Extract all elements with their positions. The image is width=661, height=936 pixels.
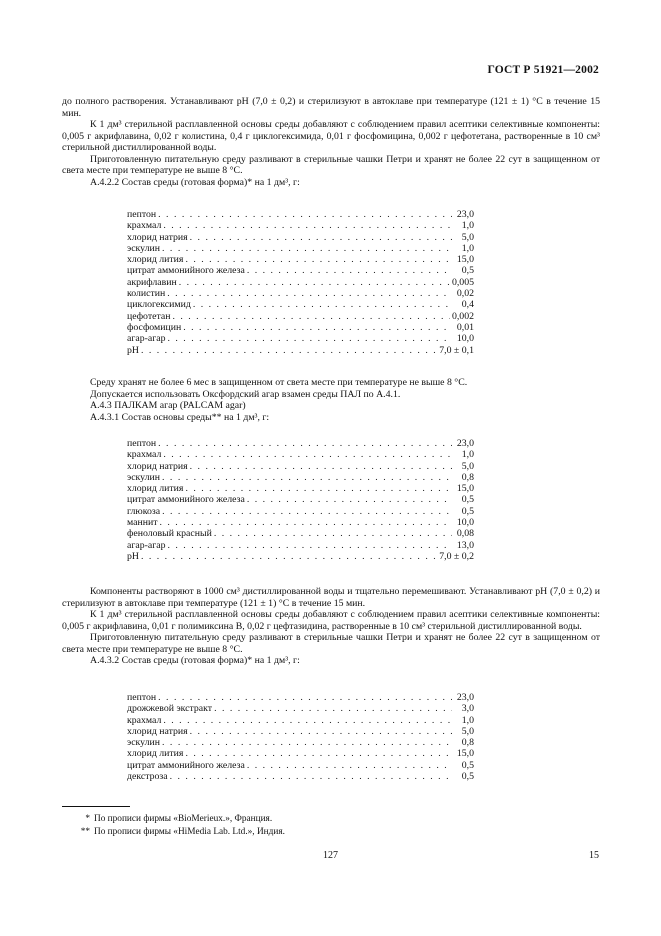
list-item — [127, 692, 474, 703]
ingredient-value: 13,0 — [456, 539, 474, 551]
ingredient-value: 1,0 — [461, 449, 474, 461]
paragraph: Приготовленную питательную среду разливают в стерильные чашки Петри и хранят не более 22 сут в защищенном от света месте при температуре не выше 8 °С. — [62, 153, 600, 176]
ingredient-value: 15,0 — [456, 254, 474, 266]
list-item — [127, 703, 474, 714]
list-item — [127, 540, 474, 551]
list-item — [127, 277, 474, 288]
ingredient-name: pH — [127, 344, 139, 356]
ingredient-value: 0,5 — [461, 771, 474, 783]
list-item — [127, 288, 474, 299]
paragraph: К 1 дм³ стерильной расплавленной основы среды добавляют с соблюдением правил асептики селективные компоненты: 0,005 г акрифлавина, 0,02 г колистина, 0,4 г циклогексимида, 0,01 г фосфомицина, 0,002 г цефотетана, растворенные в 10 см³ стерильной дистиллированной воды. — [62, 119, 600, 153]
ingredient-name: хлорид лития — [127, 748, 184, 760]
ingredient-name: эскулин — [127, 737, 161, 749]
ingredient-value: 23,0 — [456, 692, 474, 703]
list-item — [127, 517, 474, 528]
ingredient-name: декстроза — [127, 771, 168, 783]
ingredient-value: 0,08 — [456, 528, 474, 540]
list-item — [127, 461, 474, 472]
list-item — [127, 311, 474, 322]
ingredient-value: 7,0 ± 0,2 — [439, 550, 474, 562]
ingredient-value: 0,8 — [461, 737, 474, 749]
ingredient-name: крахмал — [127, 220, 162, 232]
footnote-text: По прописи фирмы «HiMedia Lab. Ltd.», Индия. — [94, 827, 285, 837]
ingredient-value: 0,5 — [461, 494, 474, 506]
ingredient-value: 15,0 — [456, 483, 474, 495]
list-item — [127, 715, 474, 726]
section-heading: А.4.3.1 Состав основы среды** на 1 дм³, г: — [90, 411, 270, 423]
ingredient-value: 0,5 — [461, 759, 474, 771]
ingredient-name: пептон — [127, 692, 157, 703]
ingredient-name: крахмал — [127, 449, 162, 461]
ingredient-value: 0,005 — [451, 276, 474, 288]
list-item — [127, 528, 474, 539]
list-item — [127, 506, 474, 517]
ingredient-name: цитрат аммонийного железа — [127, 494, 245, 506]
ingredient-name: маннит — [127, 517, 158, 529]
ingredient-value: 0,4 — [461, 299, 474, 311]
ingredient-name: агар-агар — [127, 333, 166, 345]
ingredient-value: 0,5 — [461, 505, 474, 517]
list-item — [127, 345, 474, 356]
ingredient-name: эскулин — [127, 471, 161, 483]
ingredient-value: 0,8 — [461, 471, 474, 483]
ingredient-value: 10,0 — [456, 517, 474, 529]
ingredient-value: 7,0 ± 0,1 — [439, 344, 474, 356]
text-block-3 — [62, 586, 600, 667]
standard-header: ГОСТ Р 51921—2002 — [487, 64, 599, 76]
ingredient-value: 1,0 — [461, 242, 474, 254]
list-item — [127, 265, 474, 276]
ingredient-name: цефотетан — [127, 310, 171, 322]
ingredient-value: 3,0 — [461, 703, 474, 715]
section-heading: А.4.3.2 Состав среды (готовая форма)* на 1 дм³, г: — [90, 655, 300, 666]
ingredient-name: эскулин — [127, 242, 161, 254]
list-item — [127, 726, 474, 737]
ingredient-value: 5,0 — [461, 460, 474, 472]
ingredient-name: хлорид натрия — [127, 231, 188, 243]
ingredient-value: 15,0 — [456, 748, 474, 760]
list-item — [127, 243, 474, 254]
paragraph: Среду хранят не более 6 мес в защищенном от света месте при температуре не выше 8 °С. — [90, 377, 468, 388]
list-item — [127, 220, 474, 231]
ingredient-name: хлорид натрия — [127, 460, 188, 472]
ingredient-value: 0,002 — [451, 310, 474, 322]
section-heading: А.4.2.2 Состав среды (готовая форма)* на 1 дм³, г: — [90, 176, 300, 188]
list-item — [127, 551, 474, 562]
ingredient-name: цитрат аммонийного железа — [127, 265, 245, 277]
ingredient-name: феноловый красный — [127, 528, 212, 540]
page-number-center: 127 — [323, 850, 338, 861]
text-block-1 — [62, 96, 600, 188]
ingredient-name: циклогексимид — [127, 299, 191, 311]
composition-list-3 — [127, 692, 474, 782]
ingredient-name: хлорид натрия — [127, 725, 188, 737]
ingredient-name: глюкоза — [127, 505, 161, 517]
text-block-2 — [62, 377, 600, 423]
ingredient-name: хлорид лития — [127, 254, 184, 266]
section-heading: А.4.3 ПАЛКАМ агар (PALCAM agar) — [90, 400, 246, 411]
list-item — [127, 254, 474, 265]
list-item — [127, 494, 474, 505]
list-item — [127, 748, 474, 759]
composition-list-2 — [127, 438, 474, 562]
paragraph: К 1 дм³ стерильной расплавленной основы среды добавляют с соблюдением правил асептики селективные компоненты: 0,005 г акрифлавина, 0,01 г полимиксина В, 0,02 г цефтазидина, растворенные в 10 см³ стерильной дистиллированной воды. — [62, 609, 600, 632]
list-item — [127, 209, 474, 220]
ingredient-value: 1,0 — [461, 714, 474, 726]
ingredient-name: пептон — [127, 438, 157, 449]
ingredient-name: пептон — [127, 209, 157, 220]
footnote-separator — [62, 806, 130, 807]
ingredient-value: 0,02 — [456, 288, 474, 300]
ingredient-name: pH — [127, 550, 139, 562]
ingredient-name: акрифлавин — [127, 276, 177, 288]
ingredient-value: 10,0 — [456, 333, 474, 345]
list-item — [127, 771, 474, 782]
footnote-mark: * — [85, 814, 90, 824]
footnote-mark: ** — [80, 827, 90, 837]
list-item — [127, 232, 474, 243]
list-item — [127, 472, 474, 483]
ingredient-name: фосфомицин — [127, 321, 182, 333]
list-item — [127, 760, 474, 771]
ingredient-name: крахмал — [127, 714, 162, 726]
paragraph: до полного растворения. Устанавливают pH (7,0 ± 0,2) и стерилизуют в автоклаве при температуре (121 ± 1) °С в течение 15 мин. — [62, 96, 600, 119]
composition-list-1 — [127, 209, 474, 356]
footnote — [62, 827, 582, 838]
paragraph: Допускается использовать Оксфордский агар взамен среды ПАЛ по А.4.1. — [90, 388, 401, 400]
footnote — [62, 814, 582, 825]
ingredient-value: 5,0 — [461, 231, 474, 243]
page-number-right: 15 — [589, 850, 599, 861]
list-item — [127, 483, 474, 494]
ingredient-value: 23,0 — [456, 438, 474, 449]
list-item — [127, 333, 474, 344]
list-item — [127, 322, 474, 333]
list-item — [127, 299, 474, 310]
list-item — [127, 737, 474, 748]
ingredient-name: колистин — [127, 288, 166, 300]
paragraph: Компоненты растворяют в 1000 см³ дистиллированной воды и тщательно перемешивают. Устанавливают pH (7,0 ± 0,2) и стерилизуют в автоклаве при температуре (121 ± 1) °С в течение 15 мин. — [62, 586, 600, 609]
ingredient-name: хлорид лития — [127, 483, 184, 495]
ingredient-value: 23,0 — [456, 209, 474, 220]
ingredient-name: цитрат аммонийного железа — [127, 759, 245, 771]
ingredient-name: агар-агар — [127, 539, 166, 551]
footnote-text: По прописи фирмы «BioMerieux.», Франция. — [94, 814, 273, 824]
ingredient-value: 1,0 — [461, 220, 474, 232]
ingredient-name: дрожжевой экстракт — [127, 703, 213, 715]
list-item — [127, 438, 474, 449]
ingredient-value: 0,5 — [461, 265, 474, 277]
paragraph: Приготовленную питательную среду разливают в стерильные чашки Петри и хранят не более 22 сут в защищенном от света месте при температуре не выше 8 °С. — [62, 632, 600, 655]
ingredient-value: 0,01 — [456, 321, 474, 333]
list-item — [127, 449, 474, 460]
ingredient-value: 5,0 — [461, 725, 474, 737]
